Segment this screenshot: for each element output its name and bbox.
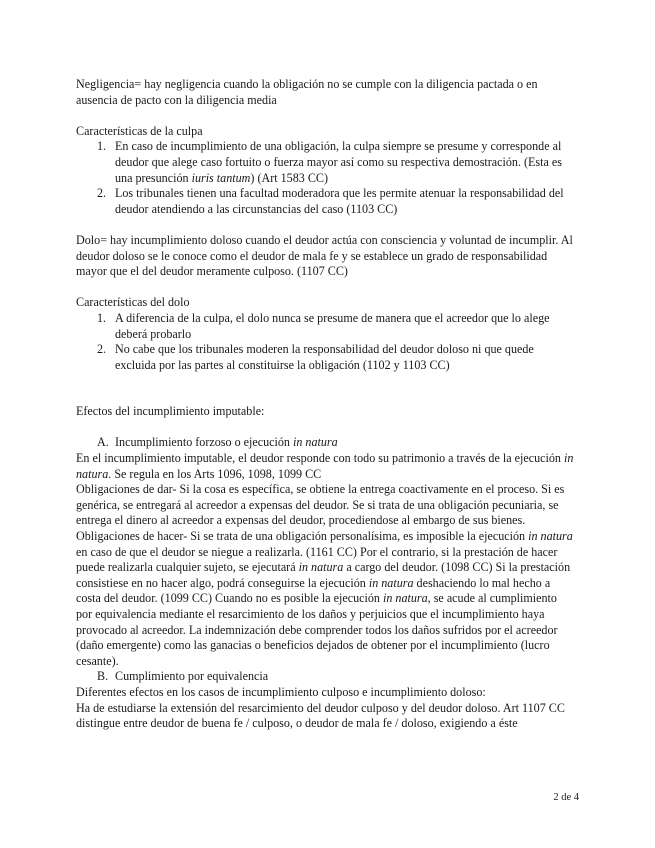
negligencia-paragraph: Negligencia= hay negligencia cuando la obligación no se cumple con la diligencia pactada o en ausencia de pacto con la diligencia media xyxy=(76,77,538,107)
latin-term: iuris tantum xyxy=(191,170,251,185)
list-number: 1. xyxy=(97,139,107,154)
paragraph-text: a cargo del deudor. (1098 CC) Si la prestación consistiese en no hacer algo, podrá conseguirse la ejecución xyxy=(76,560,571,590)
section-a-title xyxy=(76,435,576,451)
latin-term: in natura xyxy=(298,560,344,575)
page-number: 2 de 4 xyxy=(553,792,579,803)
dolo-list xyxy=(76,311,576,373)
paragraph-text: En el incumplimiento imputable, el deudor responde con todo su patrimonio a través de la ejecución xyxy=(76,451,564,466)
section-title-text: Cumplimiento por equivalencia xyxy=(115,669,269,684)
latin-term: in natura xyxy=(368,575,414,590)
section-letter: B. xyxy=(97,669,109,684)
list-text: A diferencia de la culpa, el dolo nunca se presume de manera que el acreedor que lo alege deberá probarlo xyxy=(115,310,550,341)
list-number: 2. xyxy=(97,342,107,357)
list-text: En caso de incumplimiento de una obligación, la culpa siempre se presume y corresponde al deudor que alege caso fortuito o fuerza mayor así como su respectiva demostración. (Esta es una presunción xyxy=(115,139,562,185)
dolo-paragraph: Dolo= hay incumplimiento doloso cuando el deudor actúa con consciencia y voluntad de incumplir. Al deudor doloso se le conoce como el deudor de mala fe y se establece un grado de responsabilidad mayor que el del deudor meramente culposo. (1107 CC) xyxy=(76,232,573,279)
page-content xyxy=(76,77,576,732)
section-letter: A. xyxy=(97,435,109,450)
latin-term: in natura xyxy=(528,529,573,544)
paragraph-text: . Se regula en los Arts 1096, 1098, 1099 CC xyxy=(108,466,322,481)
section-b-title xyxy=(76,669,576,685)
section-title-text: Incumplimiento forzoso o ejecución xyxy=(115,435,293,450)
efectos-heading: Efectos del incumplimiento imputable: xyxy=(76,404,265,419)
list-text: ) (Art 1583 CC) xyxy=(250,170,328,185)
list-number: 1. xyxy=(97,310,107,325)
list-text: No cabe que los tribunales moderen la responsabilidad del deudor doloso ni que quede excluida por las partes al constituirse la obligación (1102 y 1103 CC) xyxy=(115,342,534,372)
section-a-paragraph-1 xyxy=(76,451,576,482)
culpa-list xyxy=(76,139,576,217)
latin-term: in natura xyxy=(293,435,338,450)
list-item xyxy=(76,139,576,186)
list-number: 2. xyxy=(97,186,107,201)
paragraph-text: en caso de que el deudor se niegue a realizarla. (1161 CC) Por el contrario, si la prestación de hacer puede realizarla cualquier sujeto, se ejecutará xyxy=(76,544,558,575)
latin-term: in natura xyxy=(382,591,428,606)
list-item xyxy=(76,186,576,217)
dolo-heading: Características del dolo xyxy=(76,295,190,310)
latin-term: in natura xyxy=(76,451,574,481)
section-a-paragraph-2: Obligaciones de dar- Si la cosa es específica, se obtiene la entrega coactivamente en el proceso. Si es genérica, se entregará al acreedor a expensas del deudor. Se si trata de una obligación pecuniaria, se entrega el dinero al acreedor a expensas del deudor, procediendose al embargo de sus bienes. xyxy=(76,482,565,528)
paragraph-text: , se acude al cumplimiento por equivalencia mediante el resarcimiento de los daños y perjuicios que el incumplimiento haya provocado al acreedor. La indemnización debe comprender todos los daños sufridos por el acreedor (daño emergente) como las ganacias o beneficios dejados de obtener por el incumplimiento (lucro cesante). xyxy=(76,591,558,668)
culpa-heading: Características de la culpa xyxy=(76,123,203,138)
list-item xyxy=(76,342,576,373)
paragraph-text: Obligaciones de hacer- Si se trata de una obligación personalísima, es imposible la ejecución xyxy=(76,529,529,544)
section-b-paragraph-2: Ha de estudiarse la extensión del resarcimiento del deudor culposo y del deudor doloso. Art 1107 CC distingue entre deudor de buena fe / culposo, o deudor de mala fe / doloso, exigiendo a éste xyxy=(76,700,565,731)
section-b-paragraph-1: Diferentes efectos en los casos de incumplimiento culposo e incumplimiento doloso: xyxy=(76,684,486,699)
list-text: Los tribunales tienen una facultad moderadora que les permite atenuar la responsabilidad del deudor atendiendo a las circunstancias del caso (1103 CC) xyxy=(115,186,564,216)
list-item xyxy=(76,311,576,342)
paragraph-text: deshaciendo lo mal hecho a costa del deudor. (1099 CC) Cuando no es posible la ejecución xyxy=(76,575,551,606)
section-a-paragraph-3 xyxy=(76,529,576,669)
